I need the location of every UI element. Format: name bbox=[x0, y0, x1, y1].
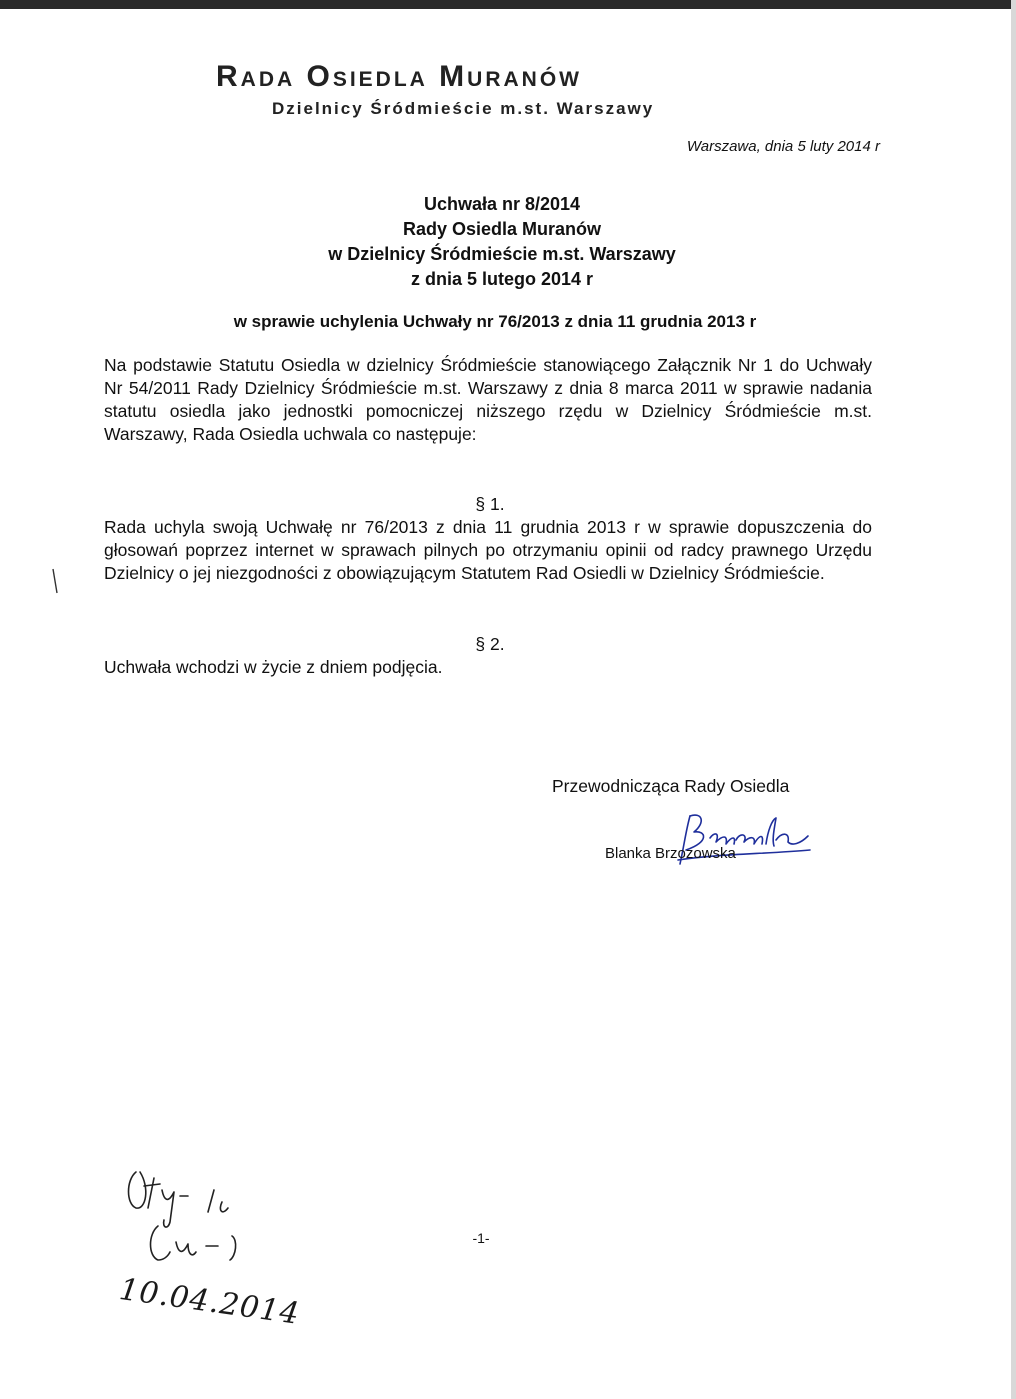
section-2-text: Uchwała wchodzi w życie z dniem podjęcia. bbox=[104, 657, 443, 677]
legal-basis-paragraph: Na podstawie Statutu Osiedla w dzielnicy Śródmieście stanowiącego Załącznik Nr 1 do Uchwały Nr 54/2011 Rady Dzielnicy Śródmieście m.st. Warszawy z dnia 8 marca 2011 w sprawie nadania statutu osiedla jako jednostki pomocniczej niższego rzędu w Dzielnicy Śródmieście m.st. Warszawy, Rada Osiedla uchwala co następuje: bbox=[104, 355, 872, 444]
page-number: -1- bbox=[472, 1230, 490, 1246]
section-1-text: Rada uchyla swoją Uchwałę nr 76/2013 z dnia 11 grudnia 2013 r w sprawie dopuszczenia do głosowań poprzez internet w sprawach pilnych po otrzymaniu opinii od radcy prawnego Urzędu Dzielnicy o jej niezgodności z obowiązującym Statutem Rad Osiedli w Dzielnicy Śródmieście. bbox=[104, 517, 872, 583]
chair-role: Przewodnicząca Rady Osiedla bbox=[552, 776, 790, 796]
handwritten-date: 10.04.2014 bbox=[117, 1272, 303, 1332]
title-line-district: w Dzielnicy Śródmieście m.st. Warszawy bbox=[328, 244, 676, 264]
chair-name: Blanka Brzozowska bbox=[605, 845, 736, 862]
margin-pen-mark bbox=[50, 568, 60, 594]
org-name: Rada Osiedla Muranów bbox=[216, 60, 582, 93]
section-1-mark: § 1. bbox=[475, 494, 505, 514]
title-line-council: Rady Osiedla Muranów bbox=[402, 219, 602, 239]
scan-edge-right bbox=[1011, 0, 1016, 1399]
resolution-title bbox=[212, 192, 792, 292]
title-line-date: z dnia 5 lutego 2014 r bbox=[410, 269, 594, 289]
org-subtitle: Dzielnicy Śródmieście m.st. Warszawy bbox=[272, 99, 655, 118]
section-2-mark: § 2. bbox=[475, 634, 505, 654]
title-line-number: Uchwała nr 8/2014 bbox=[423, 194, 581, 214]
place-date: Warszawa, dnia 5 luty 2014 r bbox=[686, 138, 880, 155]
scan-edge-top bbox=[0, 0, 1016, 9]
resolution-subject: w sprawie uchylenia Uchwały nr 76/2013 z dnia 11 grudnia 2013 r bbox=[233, 312, 757, 331]
